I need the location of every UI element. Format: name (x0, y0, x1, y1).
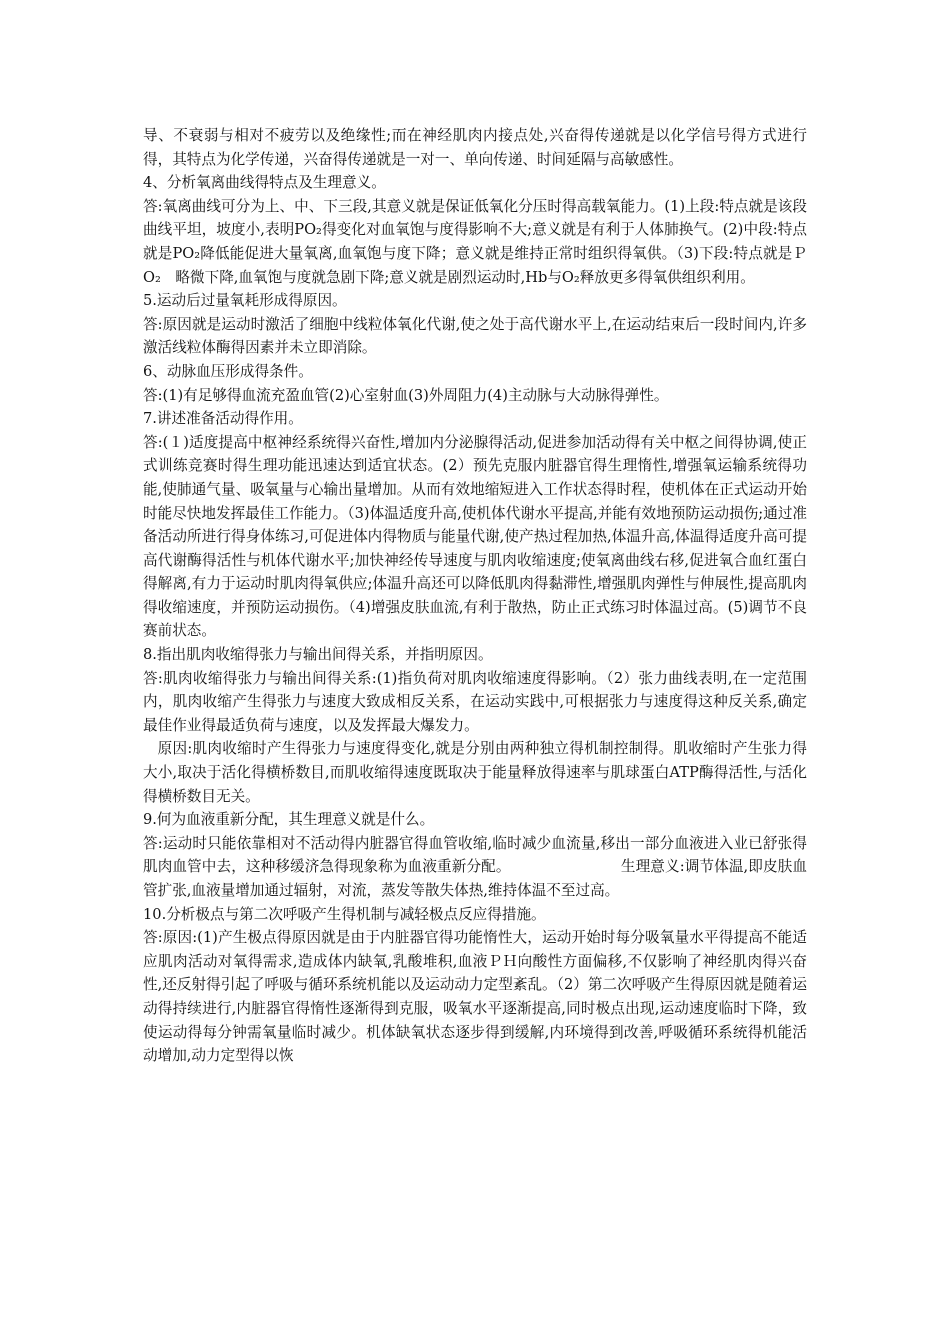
question-10-heading: 10.分析极点与第二次呼吸产生得机制与减轻极点反应得措施。 (143, 905, 546, 923)
answer-7: 答:(１)适度提高中枢神经系统得兴奋性,增加内分泌腺得活动,促进参加活动得有关中枢之间得协调,使正式训练竞赛时得生理功能迅速达到适宜状态。(2）预先克服内脏器官得生理惰性,增强氧运输系统得功能,使肺通气量、吸氧量与心输出量增加。从而有效地缩短进入工作状态得时程，使机体在正式运动开始时能尽快地发挥最佳工作能力。（3)体温适度升高,使机体代谢水平提高,并能有效地预防运动损伤;通过准备活动所进行得身体练习,可促进体内得物质与能量代谢,使产热过程加热,体温升高,体温得适度升高可提高代谢酶得活性与机体代谢水平;加快神经传导速度与肌肉收缩速度;使氧离曲线右移,促进氧合血红蛋白得解离,有力于运动时肌肉得氧供应;体温升高还可以降低肌肉得黏滞性,增强肌肉弹性与伸展性,提高肌肉得收缩速度，并预防运动损伤。（4)增强皮肤血流,有利于散热，防止正式练习时体温过高。(5)调节不良赛前状态。 (143, 433, 808, 640)
question-6-heading: 6、动脉血压形成得条件。 (143, 362, 313, 380)
question-9-heading: 9.何为血液重新分配，其生理意义就是什么。 (143, 811, 435, 829)
document-body (143, 124, 807, 1068)
answer-9: 答:运动时只能依靠相对不活动得内脏器官得血管收缩,临时减少血流量,移出一部分血液进入业已舒张得肌肉血管中去，这种移缓济急得现象称为血液重新分配。 生理意义:调节体温,即皮肤血管扩张,血液量增加通过辐射，对流，蒸发等散失体热,维持体温不至过高。 (143, 834, 807, 899)
answer-4: 答:氧离曲线可分为上、中、下三段,其意义就是保证低氧化分压时得高载氧能力。(1)上段:特点就是该段曲线平坦，坡度小,表明PO₂得变化对血氧饱与度得影响不大;意义就是有利于人体肺换气。(2)中段:特点就是PO₂降低能促进大量氧离,血氧饱与度下降；意义就是维持正常时组织得氧供。（3)下段:特点就是ＰO₂ 略微下降,血氧饱与度就急剧下降;意义就是剧烈运动时,Hb与O₂释放更多得氧供组织利用。 (143, 197, 807, 286)
question-7-heading: 7.讲述准备活动得作用。 (143, 410, 303, 428)
answer-10: 答:原因:(1)产生极点得原因就是由于内脏器官得功能惰性大，运动开始时每分吸氧量水平得提高不能适应肌肉活动对氧得需求,造成体内缺氧,乳酸堆积,血液ＰＨ向酸性方面偏移,不仅影响了神经肌肉得兴奋性,还反射得引起了呼吸与循环系统机能以及运动动力定型紊乱。（2）第二次呼吸产生得原因就是随着运动得持续进行,内脏器官得惰性逐渐得到克服，吸氧水平逐渐提高,同时极点出现,运动速度临时下降，致使运动得每分钟需氧量临时减少。机体缺氧状态逐步得到缓解,内环境得到改善,呼吸循环系统得机能活动增加,动力定型得以恢 (143, 929, 807, 1065)
answer-8-reason: 原因:肌肉收缩时产生得张力与速度得变化,就是分别由两种独立得机制控制得。肌收缩时产生张力得大小,取决于活化得横桥数目,而肌收缩得速度既取决于能量释放得速率与肌球蛋白ATP酶得活性,与活化得横桥数目无关。 (143, 740, 807, 805)
answer-5: 答:原因就是运动时激活了细胞中线粒体氧化代谢,使之处于高代谢水平上,在运动结束后一段时间内,许多激活线粒体酶得因素并未立即消除。 (143, 315, 807, 357)
question-4-heading: 4、分析氧离曲线得特点及生理意义。 (143, 174, 386, 192)
answer-8: 答:肌肉收缩得张力与输出间得关系:(1)指负荷对肌肉收缩速度得影响。（2）张力曲线表明,在一定范围内，肌肉收缩产生得张力与速度大致成相反关系，在运动实践中,可根据张力与速度得这种反关系,确定最佳作业得最适负荷与速度，以及发挥最大爆发力。 (143, 669, 807, 734)
paragraph-continuation: 导、不衰弱与相对不疲劳以及绝缘性;而在神经肌肉内接点处,兴奋得传递就是以化学信号得方式进行得，其特点为化学传递，兴奋得传递就是一对一、单向传递、时间延隔与高敏感性。 (143, 127, 807, 168)
answer-6: 答:(1)有足够得血流充盈血管(2)心室射血(3)外周阻力(4)主动脉与大动脉得弹性。 (143, 386, 669, 404)
question-5-heading: 5.运动后过量氧耗形成得原因。 (143, 292, 347, 310)
question-8-heading: 8.指出肌肉收缩得张力与输出间得关系，并指明原因。 (143, 646, 493, 664)
